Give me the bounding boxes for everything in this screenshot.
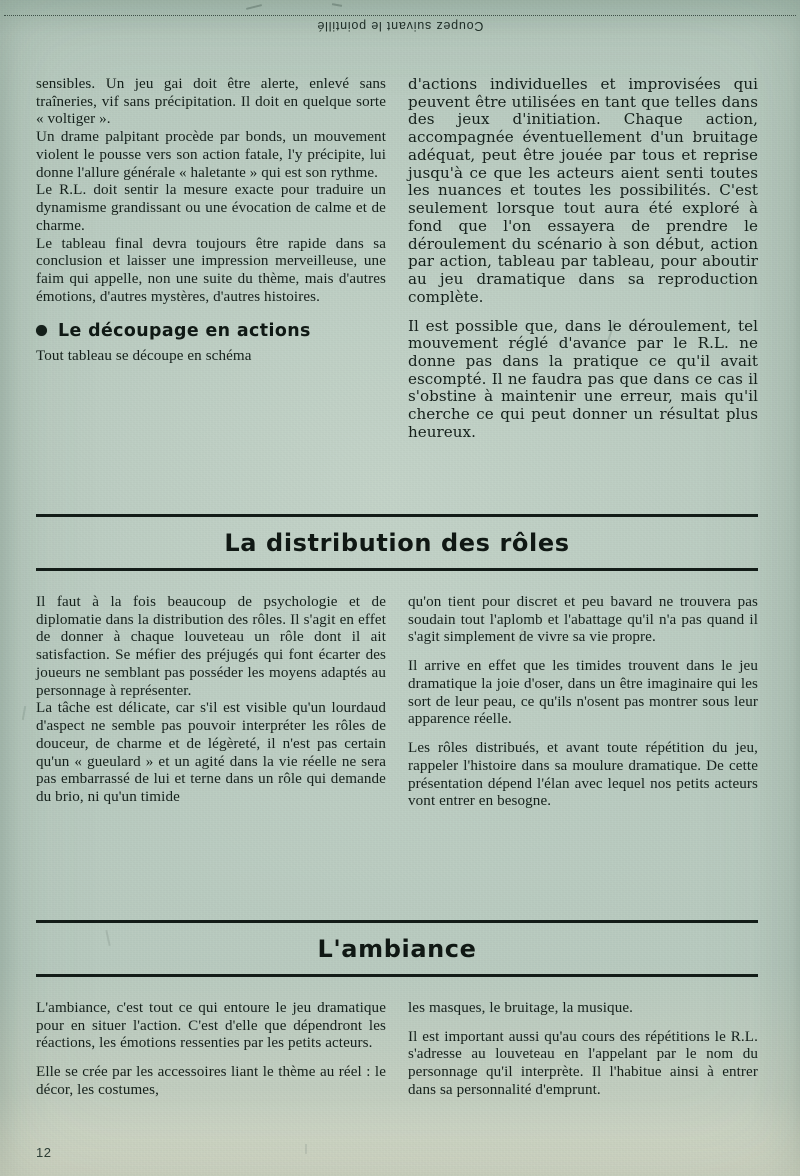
paragraph: sensibles. Un jeu gai doit être alerte, enlevé sans traîneries, vif sans précipitation. Il doit en quelque sorte « voltiger ». [36,76,386,128]
roles-left-column [36,594,386,811]
section-header-ambiance [36,920,758,977]
paragraph: Elle se crée par les accessoires liant le thème au réel : le décor, les costumes, [36,1064,386,1098]
paragraph: les masques, le bruitage, la musique. [408,1000,634,1016]
top-article-columns [36,76,758,442]
section-title: L'ambiance [317,935,477,963]
ambiance-left-column [36,1000,386,1100]
roles-article-columns [36,594,758,811]
paragraph: La tâche est délicate, car s'il est visible qu'un lourdaud d'aspect ne semble pas pouvoir interpréter les rôles de douceur, de charme et de légèreté, il n'est pas certain qu'un « gueulard » et un agité dans la vie réelle ne sera pas embarrassé de lui et terne dans un rôle qui demande du brio, ni qu'un timide [36,700,386,806]
paragraph: L'ambiance, c'est tout ce qui entoure le jeu dramatique pour en situer l'action. C'est d'elle que dépendront les réactions, les émotions ressenties par les petits acteurs. [36,1000,386,1052]
cut-line-label: Coupez suivant le pointillé [316,19,484,33]
dotted-cut-line-icon [4,15,796,16]
paragraph: Un drame palpitant procède par bonds, un mouvement violent le pousse vers son action fatale, l'y précipite, lui donne l'allure générale « haletante » qui est son rythme. [36,129,386,181]
subheading-label: Le découpage en actions [58,320,311,341]
ambiance-article-columns [36,1000,758,1100]
paragraph: Les rôles distribués, et avant toute répétition du jeu, rappeler l'histoire dans sa moulure dramatique. De cette présentation dépend l'élan avec lequel nos petits acteurs vont entrer en besogne. [408,740,758,810]
paragraph: Il faut à la fois beaucoup de psychologie et de diplomatie dans la distribution des rôles. Il s'agit en effet de donner à chaque louveteau un rôle dont il ait satisfaction. Se méfier des préjugés qui font écarter des joueurs ne semblant pas posséder les moyens adaptés au personnage à représenter. [36,594,386,699]
top-left-column [36,76,386,442]
paragraph: Le tableau final devra toujours être rapide dans sa conclusion et laisser une impression merveilleuse, une faim qui appelle, non une suite du thème, mais d'autres émotions, d'autres mystères, d'autres histoires. [36,235,386,305]
roles-right-column [408,594,758,811]
paragraph: qu'on tient pour discret et peu bavard ne trouvera pas soudain tout l'aplomb et l'abattage qu'il n'a pas quand il s'agit simplement de vivre sa vie propre. [408,594,758,646]
scan-speck [305,1144,307,1154]
section-header-distribution-des-roles [36,514,758,571]
top-right-column [408,76,758,442]
paragraph: Il est important aussi qu'au cours des répétitions le R.L. s'adresse au louveteau en l'appelant par le nom du personnage qu'il interprète. Il l'habitue ainsi à entrer dans sa personnalité d'emprunt. [408,1028,758,1098]
paragraph: Le R.L. doit sentir la mesure exacte pour traduire un dynamisme grandissant ou une évocation de calme et de charme. [36,182,386,234]
section-title: La distribution des rôles [224,529,570,557]
bullet-dot-icon [36,325,47,336]
page-number: 12 [36,1145,52,1160]
cut-line-header [0,0,800,46]
scan-speck [22,706,26,720]
rule-bottom [36,568,758,571]
paragraph: d'actions individuelles et improvisées qui peuvent être utilisées en tant que telles dans des jeux d'initiation. Chaque action, accompagnée éventuellement d'un bruitage adéquat, peut être jouée par tous et reprise jusqu'à ce que les acteurs aient senti toutes les nuances et toutes les possibilités. C'est seulement lorsque tout aura été exploré à fond que l'on essayera de prendre le déroulement du scénario à son début, action par action, tableau par tableau, pour aboutir au jeu dramatique dans sa reproduction complète. [408,75,758,306]
paragraph: Il est possible que, dans le déroulement, tel mouvement réglé d'avance par le R.L. ne donne pas dans la pratique ce qu'il avait escompté. Il ne faudra pas que dans ce cas il s'obstine à maintenir une erreur, mais qu'il cherche ce qui peut donner un résultat plus heureux. [408,316,758,441]
paragraph: Il arrive en effet que les timides trouvent dans le jeu dramatique la joie d'oser, dans un être imaginaire qui les sort de leur peau, ce qu'ils n'osent pas montrer sous leur apparence réelle. [408,658,758,728]
subheading-decoupage [36,321,386,341]
rule-bottom [36,974,758,977]
paragraph: Tout tableau se découpe en schéma [36,347,252,364]
ambiance-right-column [408,1000,758,1100]
